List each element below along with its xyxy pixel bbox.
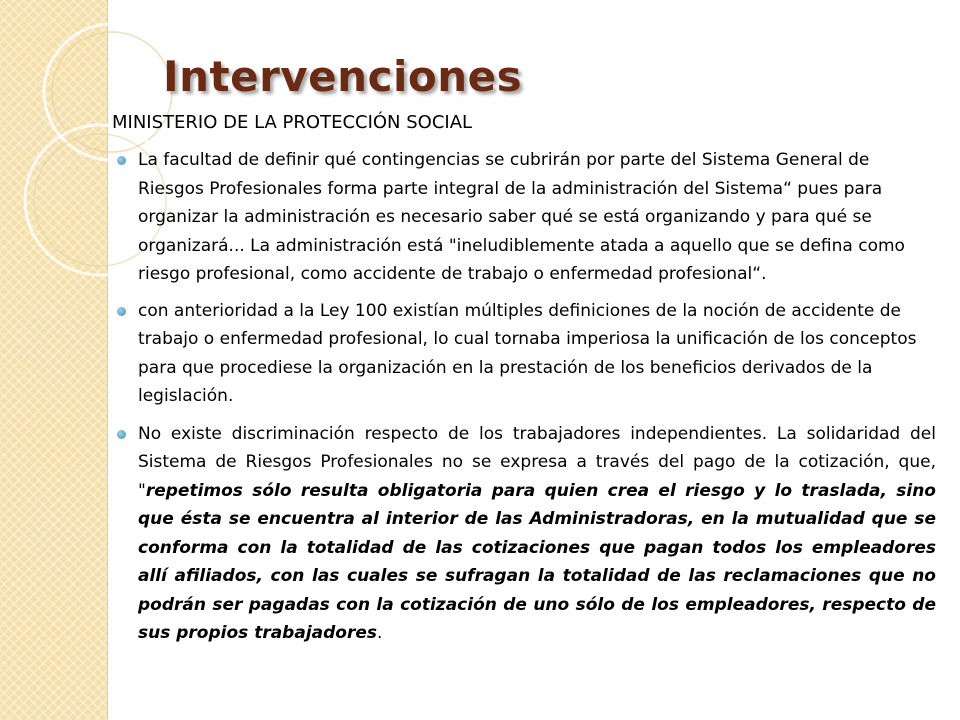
bullet-item-1 (110, 146, 936, 289)
slide-title: Intervenciones (163, 52, 523, 101)
bullet-list (110, 146, 936, 648)
bullet-item-3 (110, 420, 936, 648)
bullet-emphasis-text: repetimos sólo resulta obligatoria para quien crea el riesgo y lo traslada, sino que ésta se encuentra al interior de las Administradoras, en la mutualidad que se conforma con la totalidad de las cotizaciones que pagan todos los empleadores allí afiliados, con las cuales se sufragan la totalidad de las reclamaciones que no podrán ser pagadas con la cotización de uno sólo de los empleadores, respecto de sus propios trabajadores (138, 480, 936, 643)
bullet-dot-icon (117, 307, 126, 316)
bullet-item-2 (110, 297, 936, 411)
bullet-text: No existe discriminación respecto de los trabajadores independientes. La solidaridad del Sistema de Riesgos Profesionales no se expresa a través del pago de la cotización, que, " (138, 423, 936, 501)
bullet-text-end: . (377, 623, 383, 643)
slide-subtitle: MINISTERIO DE LA PROTECCIÓN SOCIAL (112, 112, 473, 133)
bullet-text: La facultad de definir qué contingencias se cubrirán por parte del Sistema General de Riesgos Profesionales forma parte integral de la administración del Sistema“ pues para organizar la administración es necesario saber qué se está organizando y para qué se organizará... La administración está "ineludiblemente atada a aquello que se defina como riesgo profesional, como accidente de trabajo o enfermedad profesional“. (138, 150, 905, 284)
bullet-dot-icon (117, 156, 126, 165)
bullet-dot-icon (117, 430, 126, 439)
bullet-text: con anterioridad a la Ley 100 existían múltiples definiciones de la noción de accidente de trabajo o enfermedad profesional, lo cual tornaba imperiosa la unificación de los conceptos para que procediese la organización en la prestación de los beneficios derivados de la legislación. (138, 300, 917, 406)
